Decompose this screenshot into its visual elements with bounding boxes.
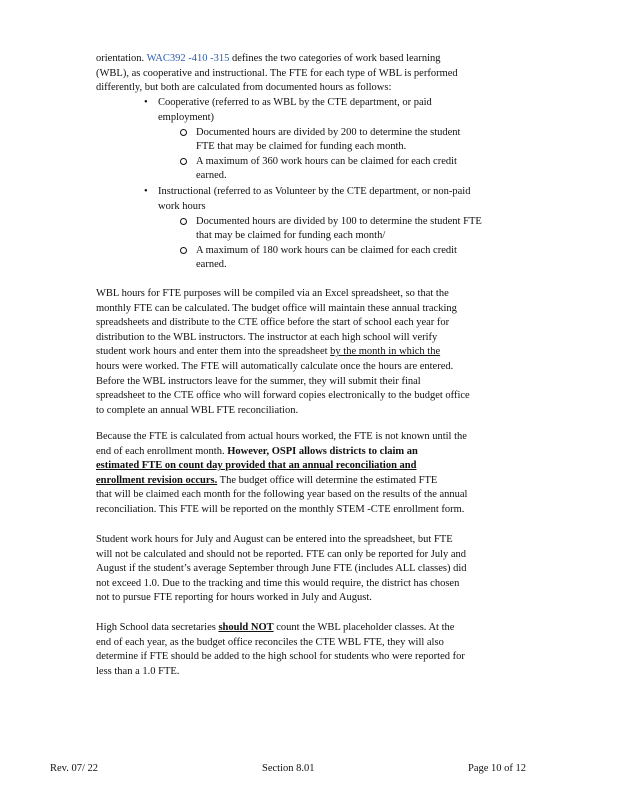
wbl-hours-paragraph <box>96 287 550 418</box>
instructional-label-line-2: work hours <box>158 201 206 212</box>
because-paragraph <box>96 430 550 518</box>
because-line <box>96 445 550 460</box>
hs-line <box>96 621 550 636</box>
bold-text: However, OSPI allows districts to claim an <box>227 445 418 457</box>
student-line: not exceed 1.0. Due to the tracking and time this would require, the district has chosen <box>96 577 460 589</box>
hs-line: end of each year, as the budget office reconciles the CTE WBL FTE, they will also <box>96 636 444 648</box>
because-line: that will be claimed each month for the following year based on the results of the annual <box>96 489 468 501</box>
hs-line: less than a 1.0 FTE. <box>96 665 180 677</box>
hs-text: High School data secretaries <box>96 622 216 633</box>
circle-bullet-icon <box>180 218 187 225</box>
bold-underlined-text: should NOT <box>218 622 274 633</box>
cooperative-sub1-line-1: Documented hours are divided by 200 to determine the student <box>196 127 461 138</box>
cooperative-label-line-2: employment) <box>158 112 214 123</box>
wbl-line: to complete an annual WBL FTE reconciliation. <box>96 404 299 416</box>
intro-line-2: (WBL), as cooperative and instructional. The FTE for each type of WBL is performed <box>96 67 458 79</box>
cooperative-sub2-line-2: earned. <box>196 170 227 181</box>
wbl-line: monthly FTE can be calculated. The budget office will maintain these annual tracking <box>96 302 457 314</box>
bold-underlined-text: enrollment revision occurs. <box>96 474 218 486</box>
wbl-line: hours were worked. The FTE will automatically calculate once the hours are entered. <box>96 360 454 372</box>
bullet-icon: • <box>144 186 148 197</box>
wbl-line: WBL hours for FTE purposes will be compiled via an Excel spreadsheet, so that the <box>96 288 449 299</box>
intro-text: defines the two categories of work based learning <box>232 53 441 64</box>
underlined-text: by the month in which the <box>330 346 441 358</box>
wbl-text: student work hours and enter them into the spreadsheet <box>96 346 328 358</box>
intro-paragraph <box>96 52 550 96</box>
cooperative-label-line-1: Cooperative (referred to as WBL by the CTE department, or paid <box>158 97 432 108</box>
instructional-sub1-line-1: Documented hours are divided by 100 to determine the student FTE <box>196 216 482 227</box>
because-text: end of each enrollment month. <box>96 445 225 457</box>
intro-text: orientation. <box>96 53 145 64</box>
student-work-paragraph <box>96 533 550 606</box>
circle-bullet-icon <box>180 247 187 254</box>
wbl-line: spreadsheet to the CTE office who will forward copies electronically to the budget office <box>96 390 470 402</box>
hs-line: determine if FTE should be added to the high school for students who were reported for <box>96 651 465 663</box>
because-line <box>96 474 550 489</box>
wac-link[interactable]: WAC392 -410 -315 <box>146 53 230 64</box>
instructional-label-line-1: Instructional (referred to as Volunteer by the CTE department, or non-paid <box>158 186 471 197</box>
student-line: not to pursue FTE reporting for hours worked in July and August. <box>96 592 372 604</box>
wbl-line: distribution to the WBL instructors. The instructor at each high school will verify <box>96 331 438 343</box>
because-text: The budget office will determine the estimated FTE <box>219 474 438 486</box>
student-line: Student work hours for July and August can be entered into the spreadsheet, but FTE <box>96 534 453 545</box>
bullet-icon: • <box>144 97 148 108</box>
instructional-sub2-line-1: A maximum of 180 work hours can be claimed for each credit <box>196 245 457 256</box>
instructional-sub2-line-2: earned. <box>196 259 227 270</box>
hs-text: count the WBL placeholder classes. At the <box>276 622 455 633</box>
because-line: reconciliation. This FTE will be reported on the monthly STEM -CTE enrollment form. <box>96 503 465 515</box>
wbl-line: Before the WBL instructors leave for the summer, they will submit their final <box>96 375 421 387</box>
high-school-paragraph <box>96 621 550 679</box>
footer-section: Section 8.01 <box>262 763 315 774</box>
student-line: will not be calculated and should not be reported. FTE can only be reported for July and <box>96 548 467 560</box>
footer-revision: Rev. 07/ 22 <box>50 763 99 774</box>
circle-bullet-icon <box>180 129 187 136</box>
wbl-line: spreadsheets and distribute to the CTE office before the start of school each year for <box>96 317 450 329</box>
intro-line-1 <box>96 52 550 67</box>
because-line-bold-underlined: estimated FTE on count day provided that an annual reconciliation and <box>96 460 417 472</box>
cooperative-sub1-line-2: FTE that may be claimed for funding each month. <box>196 141 407 152</box>
circle-bullet-icon <box>180 158 187 165</box>
because-line: Because the FTE is calculated from actual hours worked, the FTE is not known until the <box>96 431 467 442</box>
intro-line-3: differently, but both are calculated from documented hours as follows: <box>96 82 392 94</box>
footer-page-number: Page 10 of 12 <box>468 763 527 774</box>
cooperative-sub2-line-1: A maximum of 360 work hours can be claimed for each credit <box>196 156 457 167</box>
wbl-line <box>96 345 550 360</box>
instructional-sub1-line-2: that may be claimed for funding each month/ <box>196 230 386 241</box>
student-line: August if the student’s average September through June FTE (includes ALL classes) did <box>96 563 467 575</box>
